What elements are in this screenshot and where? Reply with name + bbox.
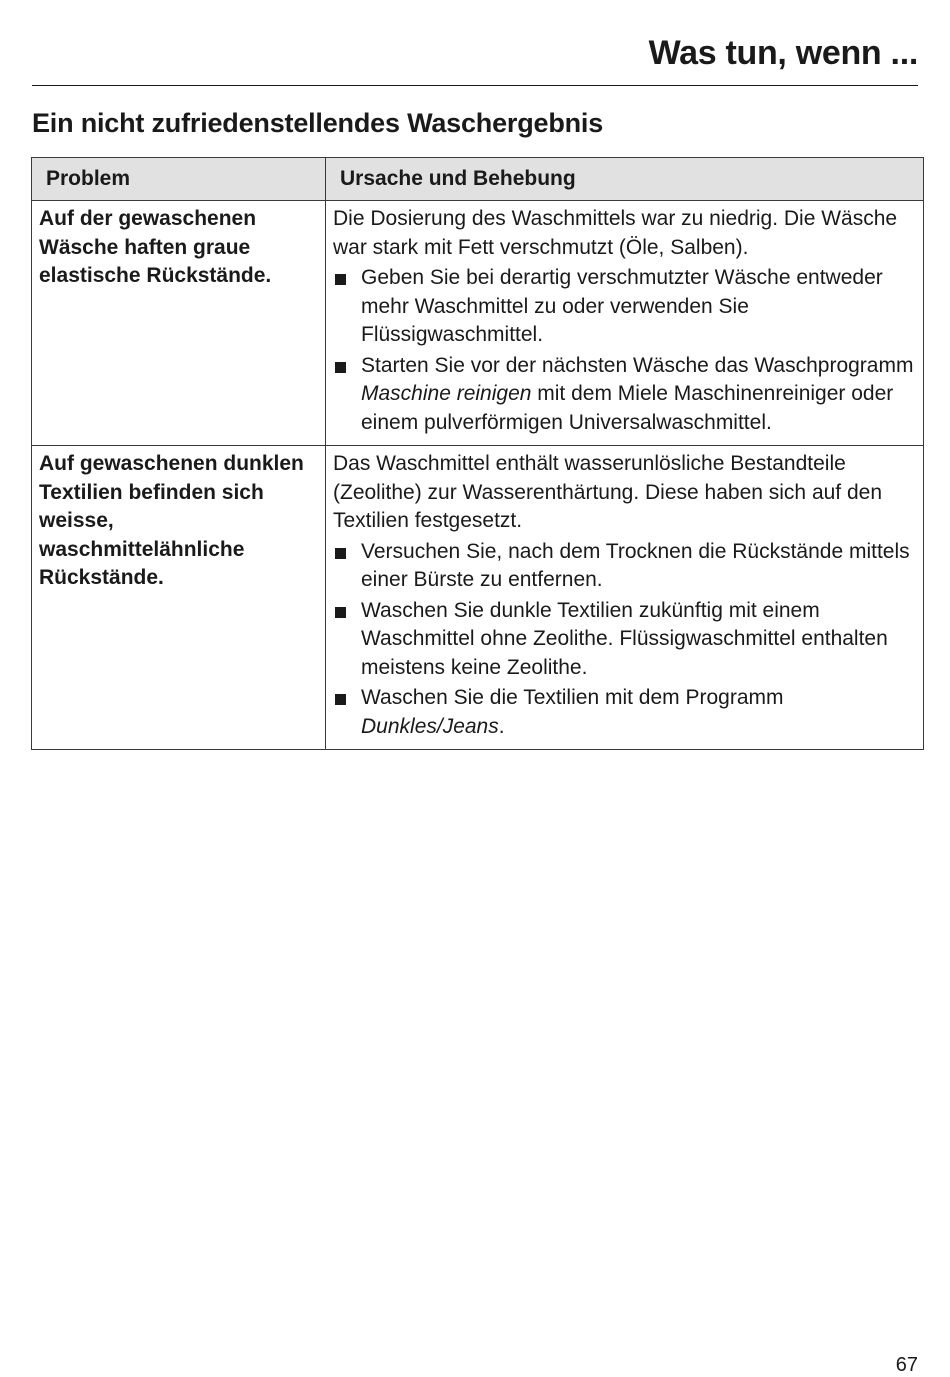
- remedy-item: [333, 352, 915, 438]
- problem-cell: Auf der gewaschenen Wäsche haften graue elastische Rückstände.: [32, 201, 326, 446]
- column-header-cause: Ursache und Behebung: [326, 158, 924, 201]
- remedy-text: Geben Sie bei derartig verschmutzter Wäsche entweder mehr Waschmittel zu oder verwenden Sie Flüssigwaschmittel.: [361, 266, 883, 346]
- table-row: [32, 446, 924, 750]
- remedy-item: [333, 264, 915, 350]
- program-name: Maschine reinigen: [361, 382, 532, 405]
- problem-cell: Auf gewaschenen dunklen Textilien befinden sich weisse, waschmittelähnliche Rückstände.: [32, 446, 326, 750]
- remedy-text-before: Waschen Sie die Textilien mit dem Programm: [361, 686, 784, 709]
- table-header-row: [32, 158, 924, 201]
- remedy-item: [333, 597, 915, 683]
- cause-intro: Die Dosierung des Waschmittels war zu niedrig. Die Wäsche war stark mit Fett verschmutzt (Öle, Salben).: [333, 207, 898, 259]
- remedy-item: [333, 538, 915, 595]
- square-bullet-icon: [335, 694, 346, 705]
- program-name: Dunkles/Jeans: [361, 714, 499, 738]
- remedy-item: [333, 684, 915, 741]
- remedy-text-after: mit dem Miele Maschinenreiniger oder einem pulverförmigen Universalwaschmittel.: [361, 382, 894, 434]
- remedy-text: Versuchen Sie, nach dem Trocknen die Rückstände mittels einer Bürste zu entfernen.: [361, 539, 910, 591]
- remedy-text-after: .: [498, 714, 505, 738]
- troubleshooting-table: [31, 157, 924, 750]
- square-bullet-icon: [335, 607, 346, 618]
- square-bullet-icon: [335, 274, 346, 285]
- square-bullet-icon: [335, 362, 346, 373]
- section-title: Ein nicht zufriedenstellendes Waschergebnis: [32, 108, 604, 138]
- column-header-problem: Problem: [32, 158, 326, 201]
- cause-cell: [326, 201, 924, 446]
- remedy-list: [333, 538, 915, 742]
- square-bullet-icon: [335, 548, 346, 559]
- remedy-text-before: Starten Sie vor der nächsten Wäsche das Waschprogramm: [361, 353, 914, 377]
- cause-cell: [326, 446, 924, 750]
- cause-intro: Das Waschmittel enthält wasserunlösliche Bestandteile (Zeolithe) zur Wasserenthärtung. Diese haben sich auf den Textilien festgesetzt.: [333, 452, 883, 532]
- table-row: [32, 201, 924, 446]
- remedy-list: [333, 264, 915, 437]
- page-number: 67: [895, 1354, 918, 1376]
- chapter-title: Was tun, wenn ...: [648, 34, 918, 72]
- header-divider: [32, 85, 918, 86]
- remedy-text: Waschen Sie dunkle Textilien zukünftig mit einem Waschmittel ohne Zeolithe. Flüssigwaschmittel enthalten meistens keine Zeolithe.: [361, 598, 888, 679]
